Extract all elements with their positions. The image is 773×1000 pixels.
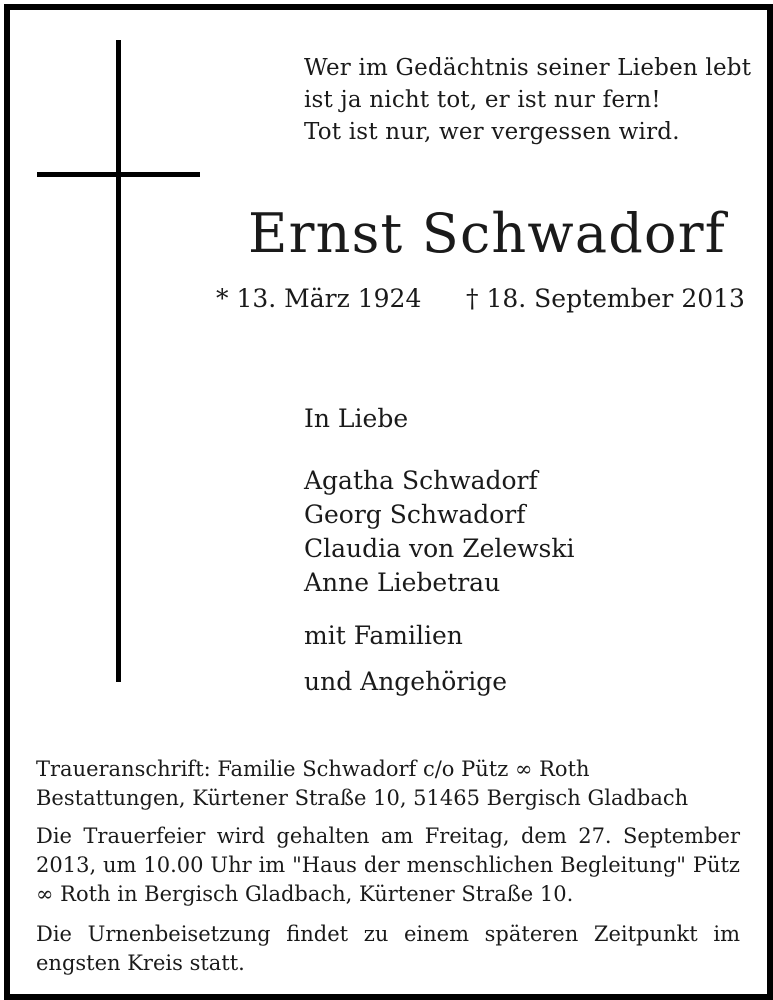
funeral-ceremony-notice: Die Trauerfeier wird gehalten am Freitag, dem 27. September 2013, um 10.00 Uhr im "Haus der menschlichen Begleitung" Pütz ∞ Roth in Bergisch Gladbach, Kürtener Straße 10. xyxy=(36,824,740,906)
mourners-relatives: und Angehörige xyxy=(304,667,508,696)
mourner-name: Georg Schwadorf xyxy=(304,500,526,529)
mourners-families: mit Familien xyxy=(304,621,463,650)
deceased-name: Ernst Schwadorf xyxy=(248,202,726,265)
urn-burial-notice: Die Urnenbeisetzung findet zu einem späteren Zeitpunkt im engsten Kreis statt. xyxy=(36,922,740,975)
mourning-address: Traueranschrift: Familie Schwadorf c/o Pütz ∞ Roth Bestattungen, Kürtener Straße 10, 51465 Bergisch Gladbach xyxy=(36,757,689,810)
cross-vertical-beam xyxy=(116,40,121,682)
mourner-list xyxy=(304,464,575,600)
mourner-name: Anne Liebetrau xyxy=(304,568,501,597)
mourner-name: Agatha Schwadorf xyxy=(304,466,538,495)
memorial-quote xyxy=(304,52,751,148)
quote-line: Tot ist nur, wer vergessen wird. xyxy=(304,119,680,145)
quote-line: Wer im Gedächtnis seiner Lieben lebt xyxy=(304,55,752,81)
birth-date: * 13. März 1924 xyxy=(216,284,422,313)
mourner-name: Claudia von Zelewski xyxy=(304,534,575,563)
mourners-intro: In Liebe xyxy=(304,404,409,433)
death-date: † 18. September 2013 xyxy=(466,284,745,313)
cross-horizontal-beam xyxy=(37,172,200,177)
quote-line: ist ja nicht tot, er ist nur fern! xyxy=(304,87,661,113)
